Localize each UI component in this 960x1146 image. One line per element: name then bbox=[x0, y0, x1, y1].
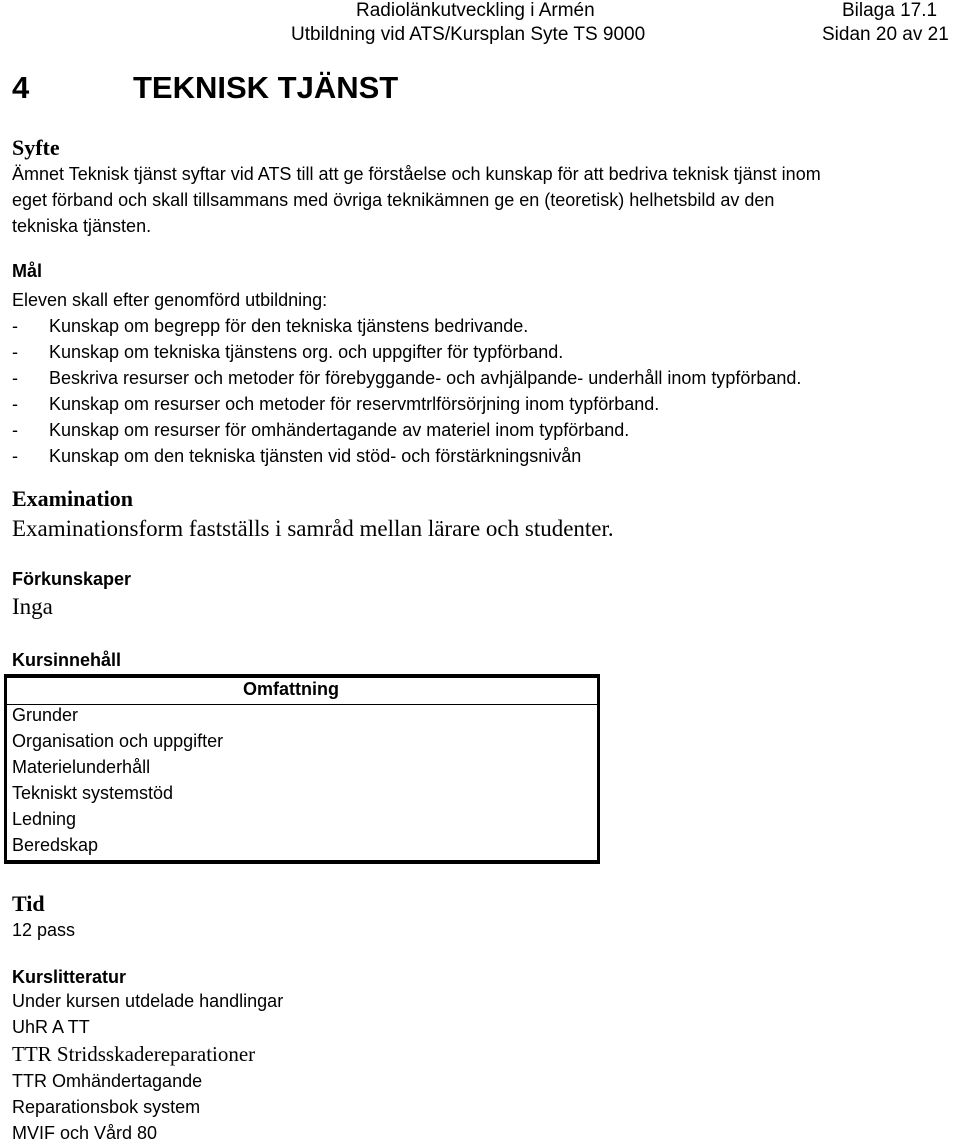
list-item bbox=[12, 339, 942, 365]
purpose-paragraph bbox=[12, 161, 821, 239]
list-item bbox=[12, 443, 942, 469]
table-row: Beredskap bbox=[12, 835, 99, 855]
list-item: MVIF och Vård 80 bbox=[12, 1123, 158, 1143]
list-item: Under kursen utdelade handlingar bbox=[12, 991, 284, 1011]
purpose-line: Ämnet Teknisk tjänst syftar vid ATS till att ge förståelse och kunskap för att bedriva teknisk tjänst inom bbox=[12, 164, 821, 184]
table-row: Ledning bbox=[12, 809, 77, 829]
goal-text: Beskriva resurser och metoder för förebyggande- och avhjälpande- underhåll inom typförband. bbox=[49, 368, 802, 388]
list-item: Reparationsbok system bbox=[12, 1097, 201, 1117]
list-item bbox=[12, 365, 942, 391]
list-item: TTR Omhändertagande bbox=[12, 1071, 203, 1091]
literature-heading: Kurslitteratur bbox=[12, 967, 127, 987]
document-subtitle: Utbildning vid ATS/Kursplan Syte TS 9000 bbox=[291, 24, 646, 45]
course-content-heading: Kursinnehåll bbox=[12, 650, 122, 670]
list-item: TTR Stridsskadereparationer bbox=[12, 1042, 256, 1066]
table-border bbox=[597, 674, 600, 864]
bullet-dash: - bbox=[12, 368, 18, 388]
page-number: Sidan 20 av 21 bbox=[822, 24, 949, 45]
time-text: 12 pass bbox=[12, 920, 76, 940]
goal-text: Kunskap om resurser och metoder för reservmtrlförsörjning inom typförband. bbox=[49, 394, 660, 414]
table-border bbox=[4, 674, 7, 864]
examination-text: Examinationsform fastställs i samråd mellan lärare och studenter. bbox=[12, 516, 614, 541]
list-item: UhR A TT bbox=[12, 1017, 90, 1037]
bullet-dash: - bbox=[12, 446, 18, 466]
goal-text: Kunskap om den tekniska tjänsten vid stöd- och förstärkningsnivån bbox=[49, 446, 582, 466]
annex-label: Bilaga 17.1 bbox=[842, 0, 938, 21]
list-item bbox=[12, 391, 942, 417]
bullet-dash: - bbox=[12, 342, 18, 362]
purpose-heading: Syfte bbox=[12, 135, 60, 160]
bullet-dash: - bbox=[12, 316, 18, 336]
course-content-table bbox=[4, 674, 600, 864]
goal-text: Kunskap om resurser för omhändertagande av materiel inom typförband. bbox=[49, 420, 630, 440]
chapter-number: 4 bbox=[12, 70, 30, 105]
goals-heading: Mål bbox=[12, 261, 43, 281]
prerequisites-text: Inga bbox=[12, 594, 53, 619]
table-border bbox=[4, 674, 600, 678]
table-header-divider bbox=[4, 704, 600, 705]
table-row: Tekniskt systemstöd bbox=[12, 783, 174, 803]
bullet-dash: - bbox=[12, 420, 18, 440]
goal-text: Kunskap om tekniska tjänstens org. och uppgifter för typförband. bbox=[49, 342, 564, 362]
chapter-heading bbox=[12, 70, 512, 110]
goal-text: Kunskap om begrepp för den tekniska tjänstens bedrivande. bbox=[49, 316, 529, 336]
goals-intro: Eleven skall efter genomförd utbildning: bbox=[12, 290, 328, 310]
purpose-line: tekniska tjänsten. bbox=[12, 216, 152, 236]
examination-heading: Examination bbox=[12, 486, 134, 511]
table-border bbox=[4, 860, 600, 864]
goals-list bbox=[12, 313, 942, 469]
list-item bbox=[12, 417, 942, 443]
prerequisites-heading: Förkunskaper bbox=[12, 569, 132, 589]
bullet-dash: - bbox=[12, 394, 18, 414]
purpose-line: eget förband och skall tillsammans med övriga teknikämnen ge en (teoretisk) helhetsbild av den bbox=[12, 190, 775, 210]
table-row: Grunder bbox=[12, 705, 79, 725]
literature-list bbox=[12, 988, 283, 1146]
list-item bbox=[12, 313, 942, 339]
chapter-title: TEKNISK TJÄNST bbox=[133, 70, 399, 105]
table-row: Organisation och uppgifter bbox=[12, 731, 224, 751]
table-row: Materielunderhåll bbox=[12, 757, 151, 777]
document-title: Radiolänkutveckling i Armén bbox=[356, 0, 595, 21]
time-heading: Tid bbox=[12, 891, 45, 916]
column-header-extent: Omfattning bbox=[243, 679, 339, 699]
